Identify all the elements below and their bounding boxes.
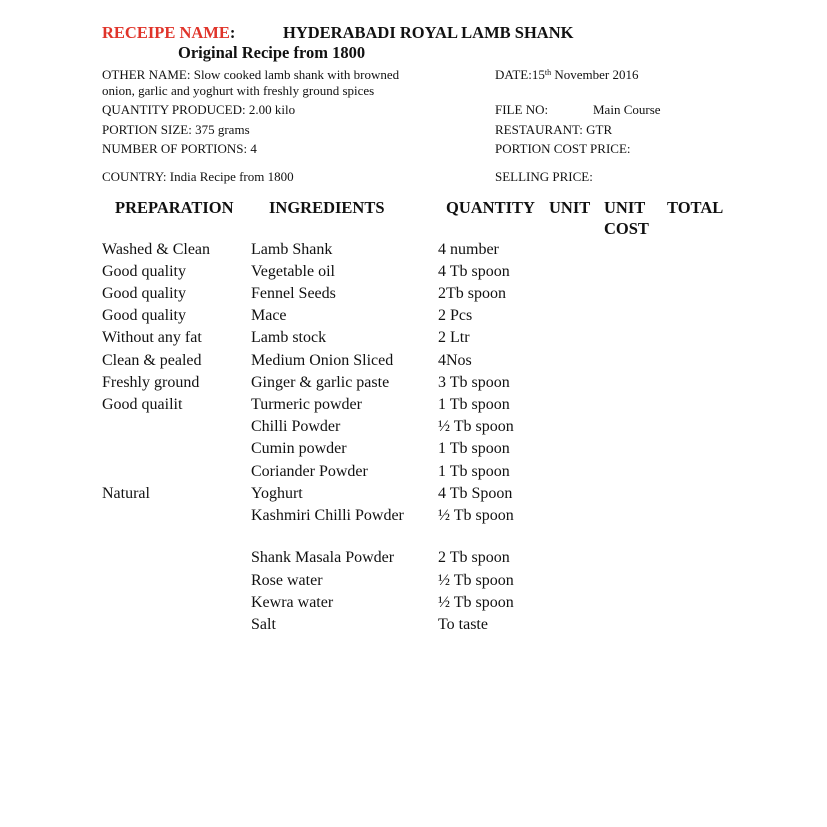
quantity-cell: 4Nos <box>438 352 472 369</box>
portion-size: PORTION SIZE: 375 grams <box>102 122 250 137</box>
header-ingredients: INGREDIENTS <box>269 198 385 217</box>
ingredient-cell: Turmeric powder <box>251 396 362 413</box>
header-unit-cost-line-1: UNIT <box>604 198 646 217</box>
file-no-label: FILE NO: <box>495 102 549 117</box>
ingredient-cell: Mace <box>251 307 287 324</box>
quantity-produced: QUANTITY PRODUCED: 2.00 kilo <box>102 102 296 117</box>
other-name-line-1: OTHER NAME: Slow cooked lamb shank with browned <box>102 67 400 82</box>
header-preparation: PREPARATION <box>115 198 234 217</box>
ingredient-cell: Yoghurt <box>251 485 303 502</box>
quantity-cell: 4 number <box>438 241 499 258</box>
file-no-value: Main Course <box>593 102 661 117</box>
quantity-cell: 1 Tb spoon <box>438 463 510 480</box>
date-prefix: DATE:15 <box>495 67 545 82</box>
quantity-cell: 2 Tb spoon <box>438 549 510 566</box>
preparation-cell: Natural <box>102 485 150 502</box>
ingredient-cell: Cumin powder <box>251 440 347 457</box>
ingredient-cell: Fennel Seeds <box>251 285 336 302</box>
quantity-cell: ½ Tb spoon <box>438 507 514 524</box>
recipe-title <box>102 23 574 43</box>
quantity-cell: 1 Tb spoon <box>438 396 510 413</box>
ingredient-cell: Coriander Powder <box>251 463 368 480</box>
preparation-cell: Good quality <box>102 285 186 302</box>
other-name-line-2: onion, garlic and yoghurt with freshly ground spices <box>102 83 375 98</box>
number-of-portions: NUMBER OF PORTIONS: 4 <box>102 141 257 156</box>
recipe-name: HYDERABADI ROYAL LAMB SHANK <box>283 23 574 42</box>
quantity-cell: 4 Tb Spoon <box>438 485 513 502</box>
selling-price: SELLING PRICE: <box>495 169 593 184</box>
header-quantity: QUANTITY <box>446 198 535 217</box>
preparation-cell: Good quailit <box>102 396 183 413</box>
preparation-cell: Washed & Clean <box>102 241 211 258</box>
recipe-name-label: RECEIPE NAME <box>102 23 230 42</box>
recipe-name-colon: : <box>229 23 236 42</box>
quantity-cell: ½ Tb spoon <box>438 572 514 589</box>
date-suffix: November 2016 <box>551 67 639 82</box>
quantity-cell: 4 Tb spoon <box>438 263 510 280</box>
preparation-cell: Good quality <box>102 263 186 280</box>
ingredient-cell: Kashmiri Chilli Powder <box>251 507 404 524</box>
country: COUNTRY: India Recipe from 1800 <box>102 169 294 184</box>
preparation-cell: Good quality <box>102 307 186 324</box>
ingredient-cell: Chilli Powder <box>251 418 341 435</box>
recipe-subtitle: Original Recipe from 1800 <box>178 43 366 62</box>
ingredient-cell: Vegetable oil <box>251 263 335 280</box>
quantity-cell: 1 Tb spoon <box>438 440 510 457</box>
quantity-cell: ½ Tb spoon <box>438 418 514 435</box>
preparation-cell: Without any fat <box>102 329 202 346</box>
header-unit: UNIT <box>549 198 591 217</box>
ingredient-cell: Medium Onion Sliced <box>251 352 394 369</box>
ingredient-cell: Rose water <box>251 572 323 589</box>
quantity-cell: 2Tb spoon <box>438 285 506 302</box>
restaurant: RESTAURANT: GTR <box>495 122 613 137</box>
preparation-cell: Clean & pealed <box>102 352 202 369</box>
date-sup: th <box>544 68 552 77</box>
header-unit-cost-line-2: COST <box>604 219 649 238</box>
ingredient-cell: Shank Masala Powder <box>251 549 395 566</box>
quantity-cell: ½ Tb spoon <box>438 594 514 611</box>
quantity-cell: 2 Pcs <box>438 307 473 324</box>
date <box>495 66 638 83</box>
ingredient-cell: Lamb Shank <box>251 241 333 258</box>
quantity-cell: To taste <box>438 616 488 633</box>
portion-cost-price: PORTION COST PRICE: <box>495 141 631 156</box>
quantity-cell: 3 Tb spoon <box>438 374 510 391</box>
ingredient-cell: Ginger & garlic paste <box>251 374 390 391</box>
ingredient-cell: Salt <box>251 616 276 633</box>
header-unit-cost <box>604 198 649 239</box>
quantity-cell: 2 Ltr <box>438 329 470 346</box>
preparation-cell: Freshly ground <box>102 374 200 391</box>
ingredient-cell: Lamb stock <box>251 329 327 346</box>
ingredient-cell: Kewra water <box>251 594 334 611</box>
header-total: TOTAL <box>667 198 724 217</box>
